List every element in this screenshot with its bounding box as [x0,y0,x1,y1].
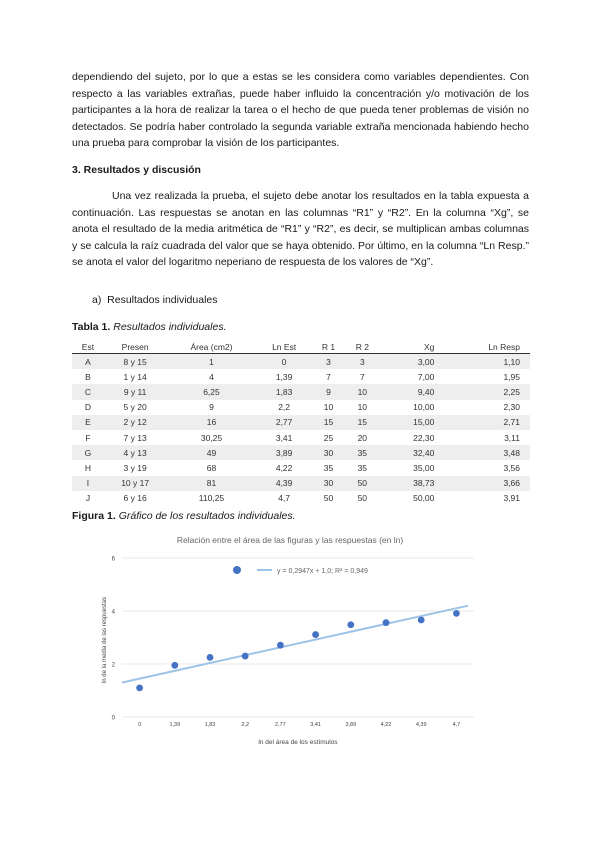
x-tick-label: 3,41 [310,722,321,728]
column-header: Est [72,340,104,354]
table-cell: 3,11 [504,432,520,443]
table-cell: 15 [312,415,346,430]
column-header: R 1 [312,340,346,354]
figure-caption [72,510,296,522]
table-cell: 35 [345,445,379,460]
table-cell: 9 [209,402,214,413]
y-axis-title: ln de la media de las respuestas [102,596,108,684]
table-cell: 3,91 [503,493,520,504]
table-cell: 3 [345,354,379,370]
intro-paragraph: dependiendo del sujeto, por lo que a estas se les considera como variables dependientes. Con respecto a las variables extrañas, puede haber influido la concentración y/o motivación de los participantes a la hora de realizar la tarea o el hecho de que pueda tener problemas de visión no detectados. Se podría haber controlado la segunda variable extraña mencionada habiendo hecho una prueba para comprobar la visión de los participantes. [72,71,529,149]
table-row [72,354,530,370]
table-cell: 10,00 [413,402,435,413]
data-point [418,617,425,624]
scatter-chart [94,530,486,756]
table-row [72,445,530,460]
table-cell: 2,30 [503,402,520,413]
x-tick-label: 3,89 [345,722,357,728]
table-cell: 2,77 [257,415,312,430]
data-point [136,684,143,691]
table-row [72,415,530,430]
table-cell: 9 [312,384,346,399]
legend-label: y = 0,2947x + 1,0; R² = 0,949 [277,568,368,575]
table-cell: 38,73 [379,476,444,491]
table-row [72,491,530,506]
data-point [312,631,319,638]
table-cell: 3,41 [275,432,293,443]
table-cell: H [84,462,92,473]
table-cell: 15 [345,415,379,430]
table-cell: I [72,476,104,491]
data-point [347,621,354,628]
table-cell: A [72,354,104,370]
table-cell: 30 [312,445,346,460]
table-cell: 110,25 [198,493,225,504]
table-row [72,369,530,384]
table-cell: 20 [357,432,368,443]
table-cell: 7 y 13 [123,432,147,443]
table-cell: J [85,493,91,504]
table-cell: 4 y 13 [104,445,166,460]
data-point [171,662,178,669]
table-cell: 2,2 [278,402,291,413]
figure-caption-label: Figura 1. [72,510,116,522]
column-header: Ln Resp [444,340,530,354]
table-cell: 10 [357,402,368,413]
column-header: Xg [379,340,444,354]
table-cell: 0 [257,354,312,370]
x-tick-label: 4,39 [415,722,427,728]
table-cell: 3 y 19 [123,462,147,473]
table-cell: 81 [166,476,256,491]
table-cell: 2,71 [444,415,530,430]
table-cell: 25 [323,432,334,443]
table-cell: 30 [312,476,346,491]
table-cell: 1,10 [444,354,530,370]
table-row [72,476,530,491]
x-tick-label: 4,22 [380,722,392,728]
x-tick-label: 1,39 [169,722,181,728]
table-row [72,384,530,399]
table-cell: 22,30 [413,432,435,443]
table-cell: 3,56 [503,462,520,473]
table-cell: 3 [312,354,346,370]
figure-caption-text: Gráfico de los resultados individuales. [118,510,296,522]
table-cell: 50 [345,476,379,491]
table-cell: 5 y 20 [123,402,147,413]
chart-canvas [94,530,486,756]
table-cell: 4 [209,371,214,382]
table-cell: G [72,445,104,460]
y-tick-label: 4 [111,609,115,616]
data-point [453,610,460,617]
table-cell: 50,00 [413,493,435,504]
x-tick-label: 0 [138,722,142,728]
table-cell: 4,22 [275,462,293,473]
table-cell: 35 [357,462,368,473]
data-point [207,654,214,661]
data-point [277,642,284,649]
table-cell: 2,25 [444,384,530,399]
legend-marker-icon [233,566,241,574]
table-cell: 10 [345,384,379,399]
section-title: 3. Resultados y discusión [72,164,201,176]
x-tick-label: 4,7 [452,722,461,728]
x-tick-label: 2,2 [241,722,250,728]
table-caption-text: Resultados individuales. [113,321,227,333]
table-cell: 9 y 11 [104,384,166,399]
table-row [72,400,530,415]
column-header: Área (cm2) [166,340,256,354]
table-cell: 35 [323,462,334,473]
table-cell: 1,39 [275,371,293,382]
results-paragraph: Una vez realizada la prueba, el sujeto debe anotar los resultados en la tabla expuesta a continuación. Las respuestas se anotan en las columnas “R1” y “R2”. En la columna “Xg”, se anota el resultado de la media aritmética de “R1” y “R2”, es decir, se multiplican ambas columnas y se calcula la raíz cuadrada del valor que se haya obtenido. Por último, en la columna “Ln Resp.” se anota el valor del logaritmo neperiano de respuesta de los valores de “Xg”. [72,190,529,268]
table-caption-label: Tabla 1. [72,321,111,333]
table-cell: 49 [166,445,256,460]
table-cell: 9,40 [379,384,444,399]
chart-title: Relación entre el área de las figuras y las respuestas (en ln) [176,535,404,545]
table-cell: 4,7 [278,493,291,504]
table-cell: 3,66 [444,476,530,491]
table-cell: 10 [323,402,334,413]
table-cell: 3,48 [444,445,530,460]
table-cell: 32,40 [379,445,444,460]
table-cell: 15,00 [379,415,444,430]
table-cell: 6,25 [166,384,256,399]
table-row [72,430,530,445]
column-header: R 2 [345,340,379,354]
table-cell: 6 y 16 [123,493,147,504]
subsection-title: a) Resultados individuales [92,294,218,306]
trendline [122,606,468,683]
table-cell: 7,00 [417,371,435,382]
table-cell: 10 y 17 [104,476,166,491]
table-cell: 1 [166,354,256,370]
table-row [72,460,530,475]
y-tick-label: 6 [111,556,115,563]
table-caption [72,321,226,333]
table-cell: 1 y 14 [123,371,147,382]
table-cell: 35,00 [413,462,435,473]
column-header: Presen [104,340,166,354]
table-cell: 3,89 [257,445,312,460]
y-tick-label: 0 [111,715,115,722]
table-cell: 7 [359,371,365,382]
data-point [383,619,390,626]
table-cell: F [85,432,91,443]
table-cell: 16 [166,415,256,430]
column-header: Ln Est [257,340,312,354]
x-tick-label: 1,83 [204,722,216,728]
table-cell: D [84,402,92,413]
table-cell: 2 y 12 [104,415,166,430]
results-table [72,340,530,506]
table-header-row [72,340,530,354]
x-axis-title: ln del área de los estímulos [258,739,338,746]
table-cell: 50 [323,493,334,504]
table-cell: 1,95 [503,371,520,382]
table-cell: 8 y 15 [104,354,166,370]
table-cell: 3,00 [379,354,444,370]
table-cell: 4,39 [257,476,312,491]
data-point [242,653,249,660]
y-tick-label: 2 [111,662,115,669]
table-cell: 30,25 [200,432,223,443]
table-cell: 1,83 [257,384,312,399]
table-cell: C [72,384,104,399]
x-tick-label: 2,77 [275,722,286,728]
table-body [72,354,530,506]
table-cell: E [72,415,104,430]
table-cell: 68 [206,462,217,473]
table-cell: 7 [326,371,331,382]
table-cell: 50 [357,493,368,504]
table-cell: B [85,371,91,382]
